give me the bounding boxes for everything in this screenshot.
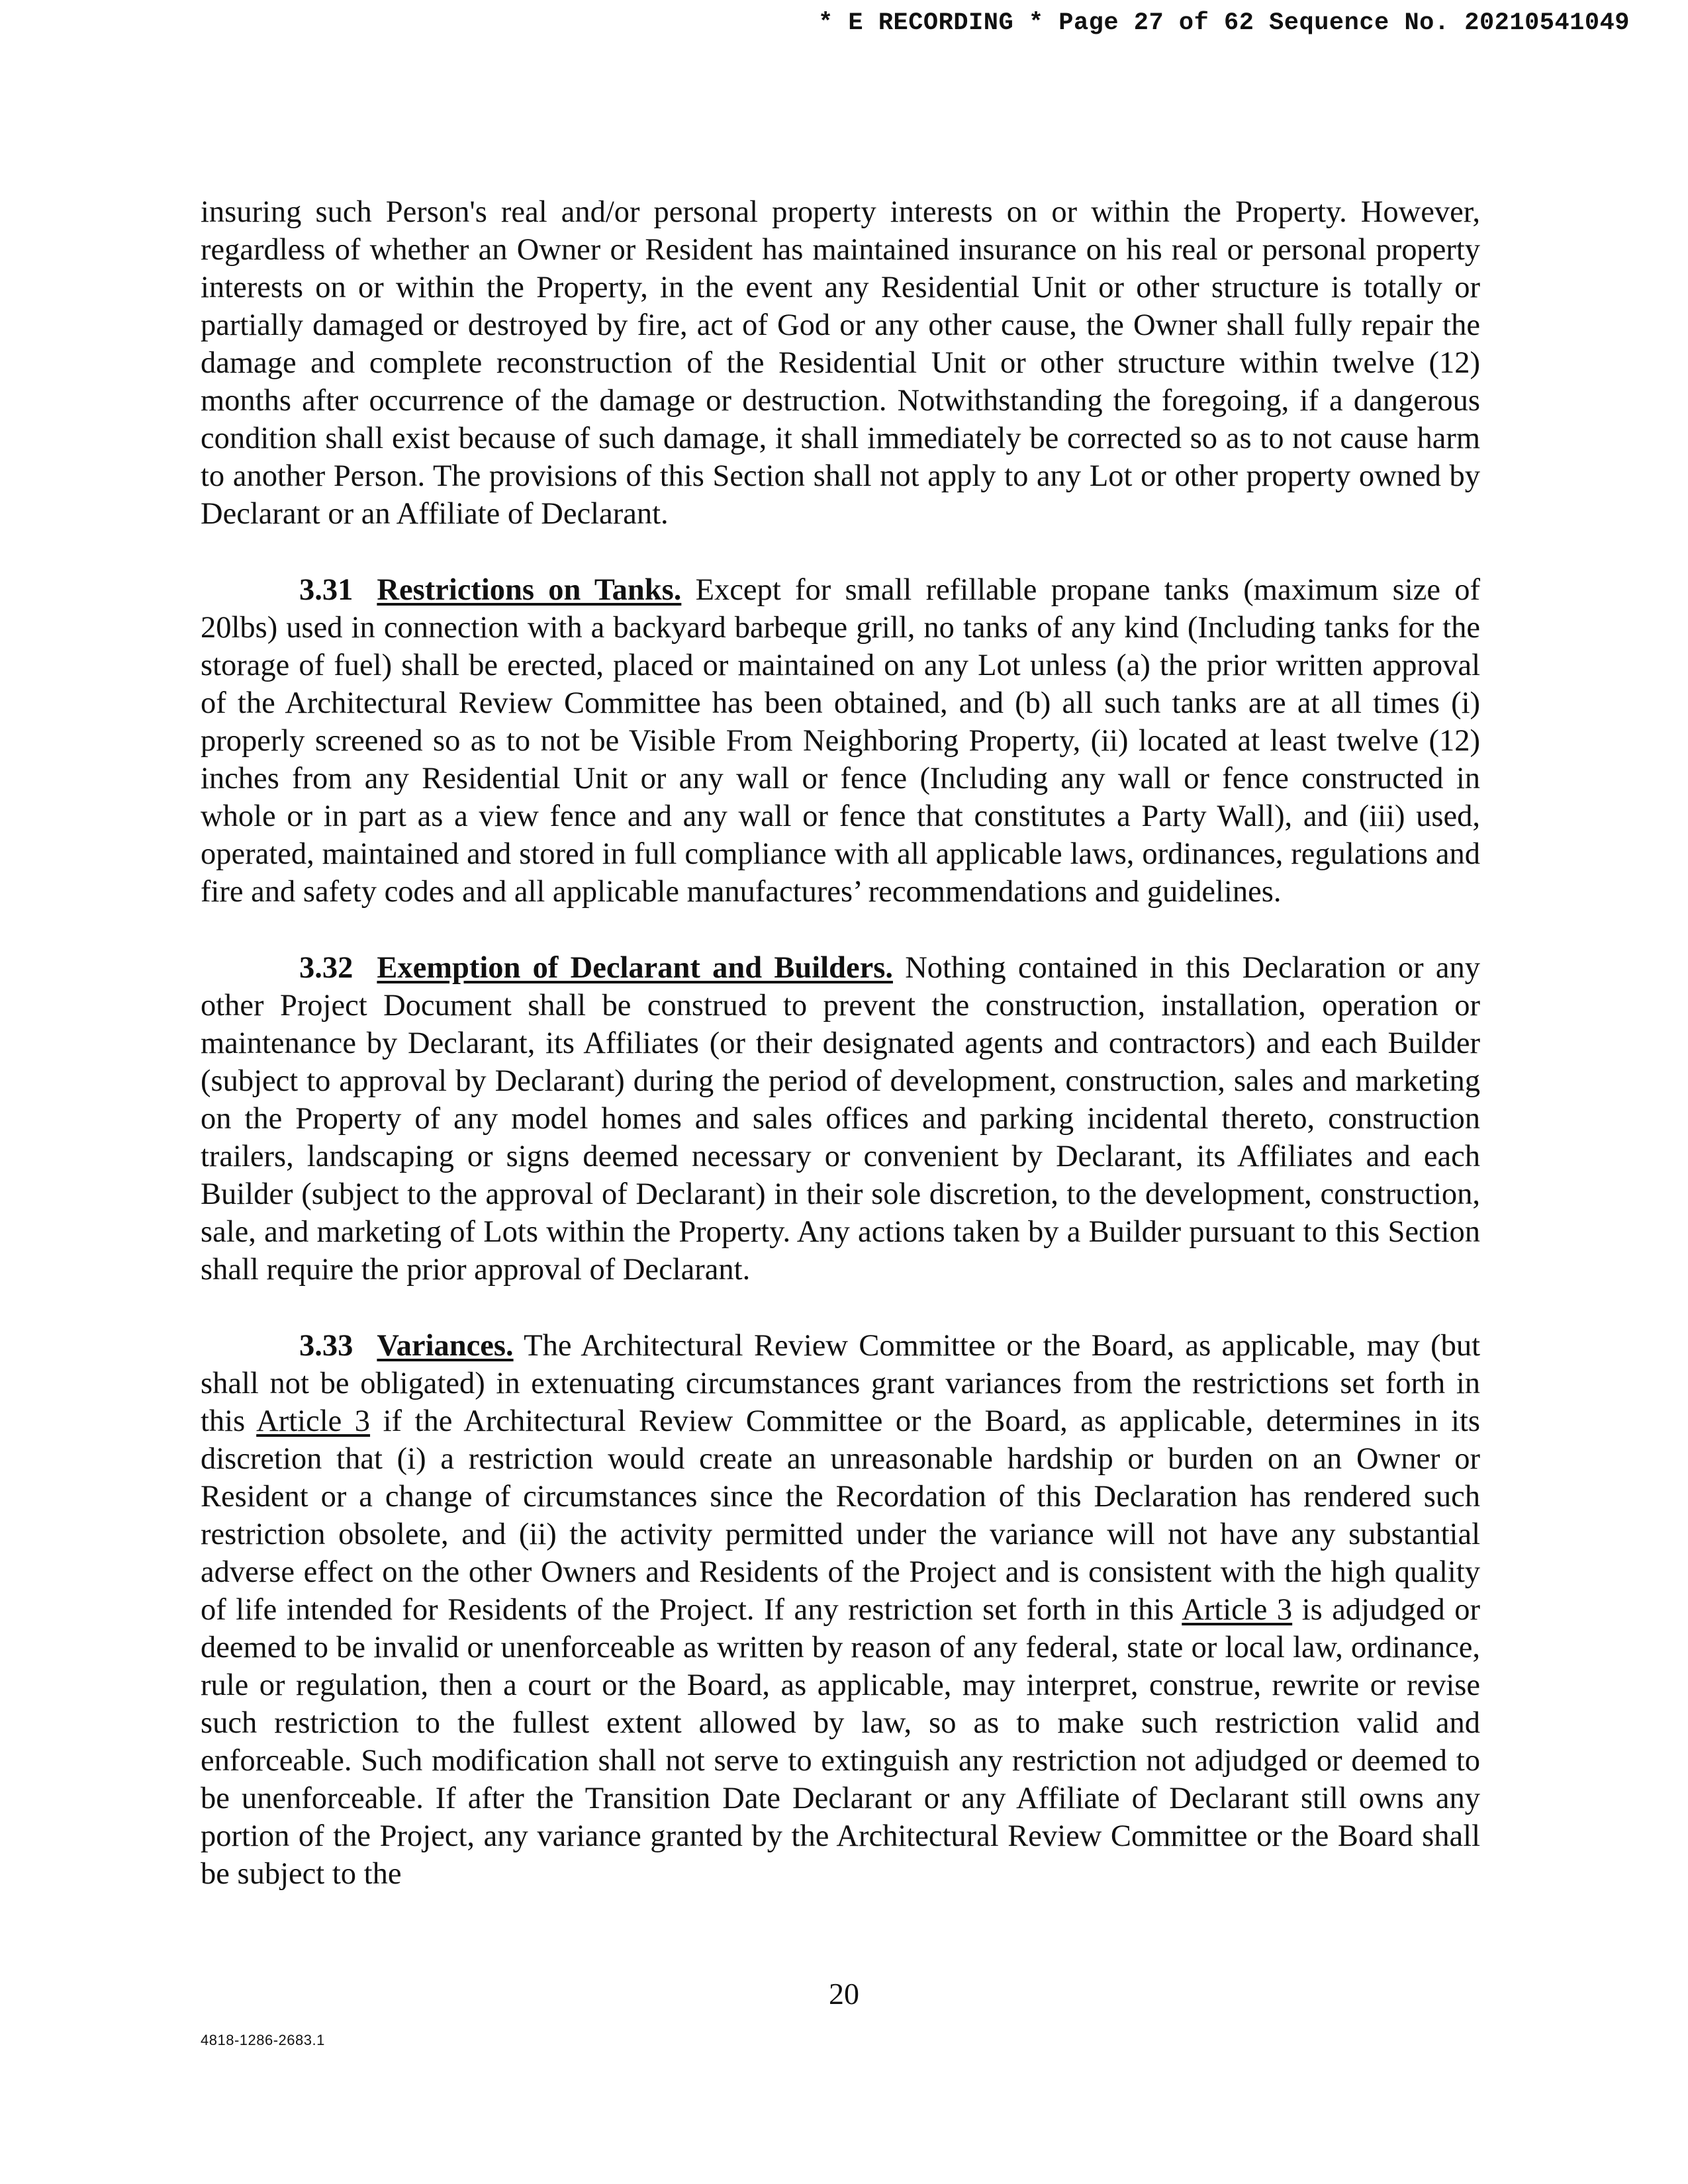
- continued-paragraph: insuring such Person's real and/or personal property interests on or within the Property. However, regardless of whether an Owner or Resident has maintained insurance on his real or personal property interests on or within the Property, in the event any Residential Unit or other structure is totally or partially damaged or destroyed by fire, act of God or any other cause, the Owner shall fully repair the damage and complete reconstruction of the Residential Unit or other structure within twelve (12) months after occurrence of the damage or destruction. Notwithstanding the foregoing, if a dangerous condition shall exist because of such damage, it shall immediately be corrected so as to not cause harm to another Person. The provisions of this Section shall not apply to any Lot or other property owned by Declarant or an Affiliate of Declarant.: [201, 195, 1480, 531]
- section-text: is adjudged or deemed to be invalid or unenforceable as written by reason of any federal, state or local law, ordinance, rule or regulation, then a court or the Board, as applicable, may interpret, construe, rewrite or revise such restriction to the fullest extent allowed by law, so as to make such restriction valid and enforceable. Such modification shall not serve to extinguish any restriction not adjudged or deemed to be unenforceable. If after the Transition Date Declarant or any Affiliate of Declarant still owns any portion of the Project, any variance granted by the Architectural Review Committee or the Board shall be subject to the: [201, 1593, 1480, 1891]
- section-text: Except for small refillable propane tanks (maximum size of 20lbs) used in connection with a backyard barbeque grill, no tanks of any kind (Including tanks for the storage of fuel) shall be erected, placed or maintained on any Lot unless (a) the prior written approval of the Architectural Review Committee has been obtained, and (b) all such tanks are at all times (i) properly screened so as to not be Visible From Neighboring Property, (ii) located at least twelve (12) inches from any Residential Unit or any wall or fence (Including any wall or fence constructed in whole or in part as a view fence and any wall or fence that constitutes a Party Wall), and (iii) used, operated, maintained and stored in full compliance with all applicable laws, ordinances, regulations and fire and safety codes and all applicable manufactures’ recommendations and guidelines.: [201, 573, 1480, 909]
- section-number: 3.33: [299, 1329, 353, 1363]
- section-text: Nothing contained in this Declaration or any other Project Document shall be construed to prevent the construction, installation, operation or maintenance by Declarant, its Affiliates (or their designated agents and contractors) and each Builder (subject to approval by Declarant) during the period of development, construction, sales and marketing on the Property of any model homes and sales offices and parking incidental thereto, construction trailers, landscaping or signs deemed necessary or convenient by Declarant, its Affiliates and each Builder (subject to the approval of Declarant) in their sole discretion, to the development, construction, sale, and marketing of Lots within the Property. Any actions taken by a Builder pursuant to this Section shall require the prior approval of Declarant.: [201, 951, 1481, 1287]
- section-3-32: [201, 949, 1480, 1289]
- page-number: 20: [829, 1977, 859, 2011]
- section-text: The Architectural Review Committee or the Board, as applicable, may (but shall not be obligated) in extenuating circumstances grant variances from the restrictions set forth in this: [201, 1329, 1480, 1438]
- section-title: Restrictions on Tanks.: [377, 573, 682, 607]
- section-number: 3.31: [299, 573, 353, 607]
- article-reference: Article 3: [1182, 1593, 1293, 1627]
- section-text: if the Architectural Review Committee or the Board, as applicable, determines in its discretion that (i) a restriction would create an unreasonable hardship or burden on an Owner or Resident or a change of circumstances since the Recordation of this Declaration has rendered such restriction obsolete, and (ii) the activity permitted under the variance will not have any substantial adverse effect on the other Owners and Residents of the Project and is consistent with the high quality of life intended for Residents of the Project. If any restriction set forth in this: [201, 1404, 1480, 1627]
- recording-stamp: * E RECORDING * Page 27 of 62 Sequence No. 20210541049: [818, 9, 1630, 37]
- section-title: Exemption of Declarant and Builders.: [377, 951, 893, 985]
- section-3-33: [201, 1327, 1480, 1893]
- section-3-31: [201, 571, 1480, 911]
- section-title: Variances.: [377, 1329, 514, 1363]
- document-id: 4818-1286-2683.1: [201, 2032, 325, 2048]
- section-number: 3.32: [299, 951, 353, 985]
- article-reference: Article 3: [256, 1404, 371, 1438]
- document-body: [201, 193, 1480, 1931]
